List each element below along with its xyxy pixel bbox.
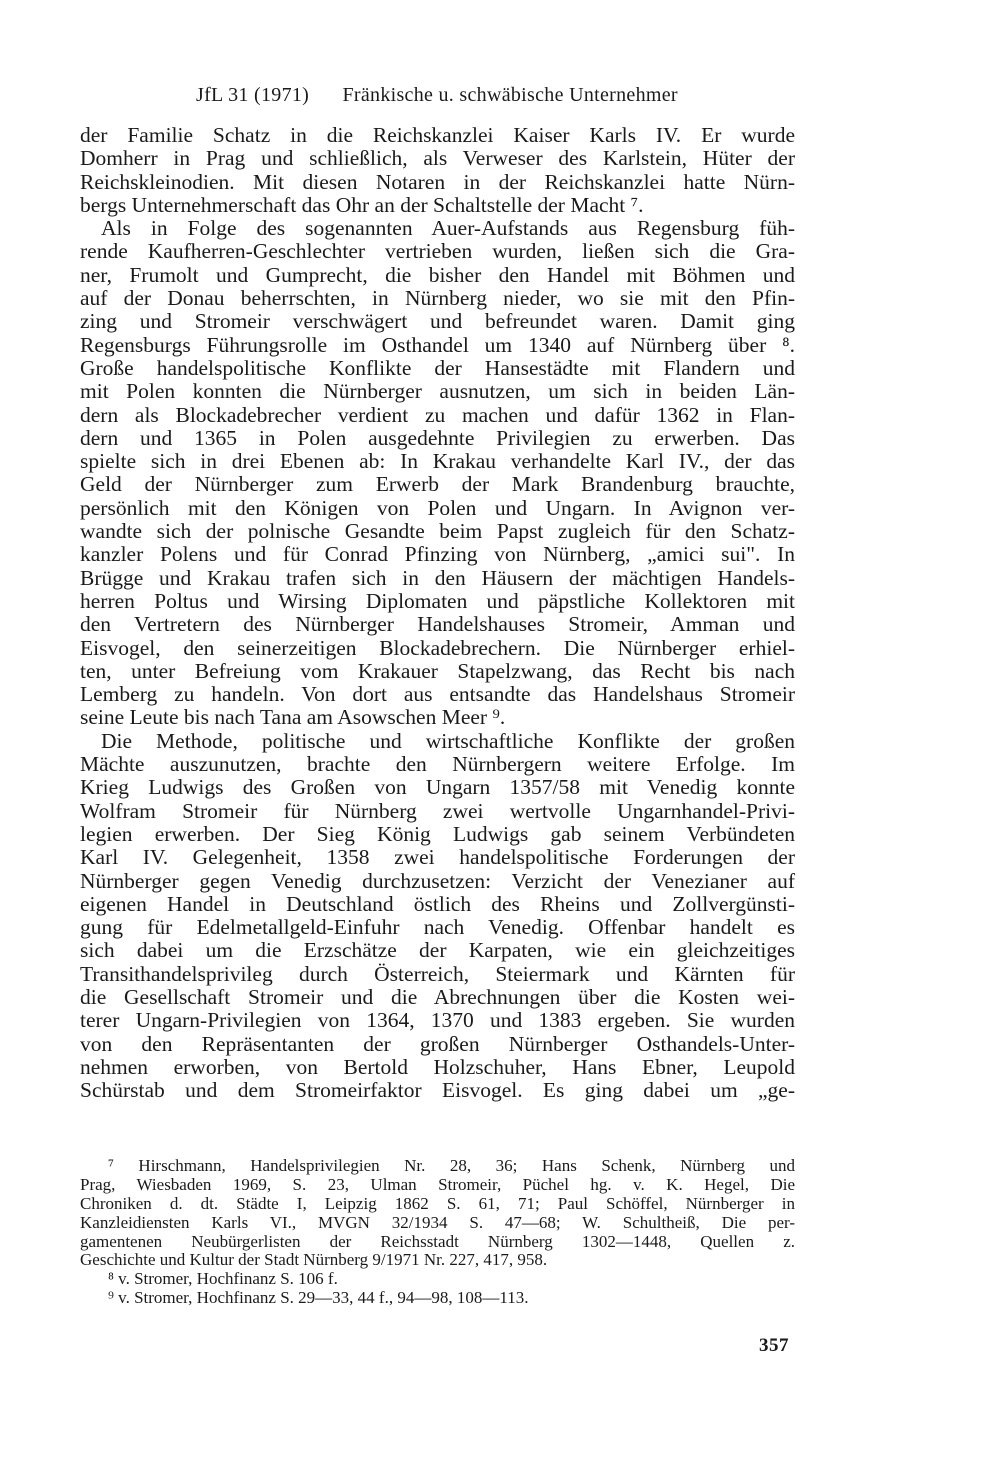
- body-text-line: Lemberg zu handeln. Von dort aus entsandte das Handelshaus Stromeir: [80, 682, 795, 707]
- body-text-line: gung für Edelmetallgeld-Einfuhr nach Venedig. Offenbar handelt es: [80, 915, 795, 940]
- body-text-line: Nürnberger gegen Venedig durchzusetzen: Verzicht der Venezianer auf: [80, 868, 795, 893]
- body-text-line: Krieg Ludwigs des Großen von Ungarn 1357/58 mit Venedig konnte: [80, 775, 795, 800]
- footnote-line: Prag, Wiesbaden 1969, S. 23, Ulman Stromeir, Püchel hg. v. K. Hegel, Die: [80, 1174, 795, 1194]
- footnote-line: ⁸ v. Stromer, Hochfinanz S. 106 f.: [108, 1269, 338, 1289]
- body-text-line: persönlich mit den Königen von Polen und Ungarn. In Avignon ver-: [80, 495, 795, 520]
- body-text-line: legien erwerben. Der Sieg König Ludwigs gab seinem Verbündeten: [80, 821, 795, 846]
- footnote-line: gamentenen Neubürgerlisten der Reichsstadt Nürnberg 1302—1448, Quellen z.: [80, 1231, 795, 1251]
- body-text-line: Brügge und Krakau trafen sich in den Häusern der mächtigen Handels-: [80, 565, 795, 590]
- body-text-line: Geld der Nürnberger zum Erwerb der Mark Brandenburg brauchte,: [80, 472, 795, 497]
- body-text-line: von den Repräsentanten der großen Nürnberger Osthandels-Unter-: [80, 1031, 795, 1056]
- footnote-line: Geschichte und Kultur der Stadt Nürnberg 9/1971 Nr. 227, 417, 958.: [80, 1250, 548, 1270]
- footnote-line: ⁹ v. Stromer, Hochfinanz S. 29—33, 44 f., 94—98, 108—113.: [108, 1288, 529, 1308]
- body-text-line: Als in Folge des sogenannten Auer-Aufstands aus Regensburg füh-: [101, 216, 795, 241]
- body-text-line: zing und Stromeir verschwägert und befreundet waren. Damit ging: [80, 309, 795, 334]
- body-text-line: rende Kaufherren-Geschlechter vertrieben wurden, ließen sich die Gra-: [80, 239, 795, 264]
- body-text-line: Karl IV. Gelegenheit, 1358 zwei handelspolitische Forderungen der: [80, 845, 795, 870]
- body-text-line: dern als Blockadebrecher verdient zu machen und dafür 1362 in Flan-: [80, 402, 795, 427]
- body-text-line: sich dabei um die Erzschätze der Karpaten, wie ein gleichzeitiges: [80, 938, 795, 963]
- body-text-line: dern und 1365 in Polen ausgedehnte Privilegien zu erwerben. Das: [80, 425, 795, 450]
- running-head-journal: JfL 31 (1971): [196, 84, 310, 106]
- body-text-line: die Gesellschaft Stromeir und die Abrechnungen über die Kosten wei-: [80, 984, 795, 1009]
- body-text-line: Die Methode, politische und wirtschaftliche Konflikte der großen: [101, 728, 795, 753]
- body-text-line: seine Leute bis nach Tana am Asowschen Meer ⁹.: [80, 705, 506, 730]
- body-text-line: herren Poltus und Wirsing Diplomaten und päpstliche Kollektoren mit: [80, 588, 795, 613]
- body-text-line: terer Ungarn-Privilegien von 1364, 1370 und 1383 ergeben. Sie wurden: [80, 1008, 795, 1033]
- body-text-line: nehmen erworben, von Bertold Holzschuher, Hans Ebner, Leupold: [80, 1054, 795, 1079]
- body-text-line: Schürstab und dem Stromeirfaktor Eisvogel. Es ging dabei um „ge-: [80, 1078, 795, 1103]
- page-number: 357: [759, 1335, 789, 1356]
- body-text-line: auf der Donau beherrschten, in Nürnberg nieder, wo sie mit den Pfin-: [80, 286, 795, 311]
- body-text-line: eigenen Handel in Deutschland östlich des Rheins und Zollvergünsti-: [80, 891, 795, 916]
- body-text: [80, 124, 795, 1102]
- body-text-line: ten, unter Befreiung vom Krakauer Stapelzwang, das Recht bis nach: [80, 658, 795, 683]
- footnote-line: ⁷ Hirschmann, Handelsprivilegien Nr. 28, 36; Hans Schenk, Nürnberg und: [108, 1156, 795, 1175]
- body-text-line: Domherr in Prag und schließlich, als Verweser des Karlstein, Hüter der: [80, 146, 795, 171]
- body-text-line: Mächte auszunutzen, brachte den Nürnbergern weitere Erfolge. Im: [80, 752, 795, 777]
- body-text-line: Eisvogel, den seinerzeitigen Blockadebrechern. Die Nürnberger erhiel-: [80, 635, 795, 660]
- body-text-line: den Vertretern des Nürnberger Handelshauses Stromeir, Amman und: [80, 612, 795, 637]
- footnote-line: Kanzleidiensten Karls VI., MVGN 32/1934 S. 47—68; W. Schultheiß, Die per-: [80, 1212, 795, 1232]
- body-text-line: kanzler Polens und für Conrad Pfinzing von Nürnberg, „amici sui". In: [80, 542, 795, 567]
- body-text-line: Regensburgs Führungsrolle im Osthandel um 1340 auf Nürnberg über ⁸.: [80, 332, 795, 357]
- running-head: [196, 84, 678, 107]
- body-text-line: Wolfram Stromeir für Nürnberg zwei wertvolle Ungarnhandel-Privi-: [80, 798, 795, 823]
- footnotes: [80, 1157, 795, 1308]
- body-text-line: wandte sich der polnische Gesandte beim Papst zugleich für den Schatz-: [80, 519, 795, 544]
- footnote-line: Chroniken d. dt. Städte I, Leipzig 1862 S. 61, 71; Paul Schöffel, Nürnberger in: [80, 1193, 795, 1213]
- body-text-line: ner, Frumolt und Gumprecht, die bisher den Handel mit Böhmen und: [80, 262, 795, 287]
- body-text-line: Große handelspolitische Konflikte der Hansestädte mit Flandern und: [80, 355, 795, 380]
- body-text-line: Reichskleinodien. Mit diesen Notaren in der Reichskanzlei hatte Nürn-: [80, 169, 795, 194]
- body-text-line: bergs Unternehmerschaft das Ohr an der Schaltstelle der Macht ⁷.: [80, 192, 644, 217]
- body-text-line: spielte sich in drei Ebenen ab: In Krakau verhandelte Karl IV., der das: [80, 449, 795, 474]
- running-head-title: Fränkische u. schwäbische Unternehmer: [342, 84, 678, 106]
- body-text-line: der Familie Schatz in die Reichskanzlei Kaiser Karls IV. Er wurde: [80, 123, 795, 147]
- body-text-line: mit Polen konnten die Nürnberger ausnutzen, um sich in beiden Län-: [80, 379, 795, 404]
- body-text-line: Transithandelsprivileg durch Österreich, Steiermark und Kärnten für: [80, 961, 795, 986]
